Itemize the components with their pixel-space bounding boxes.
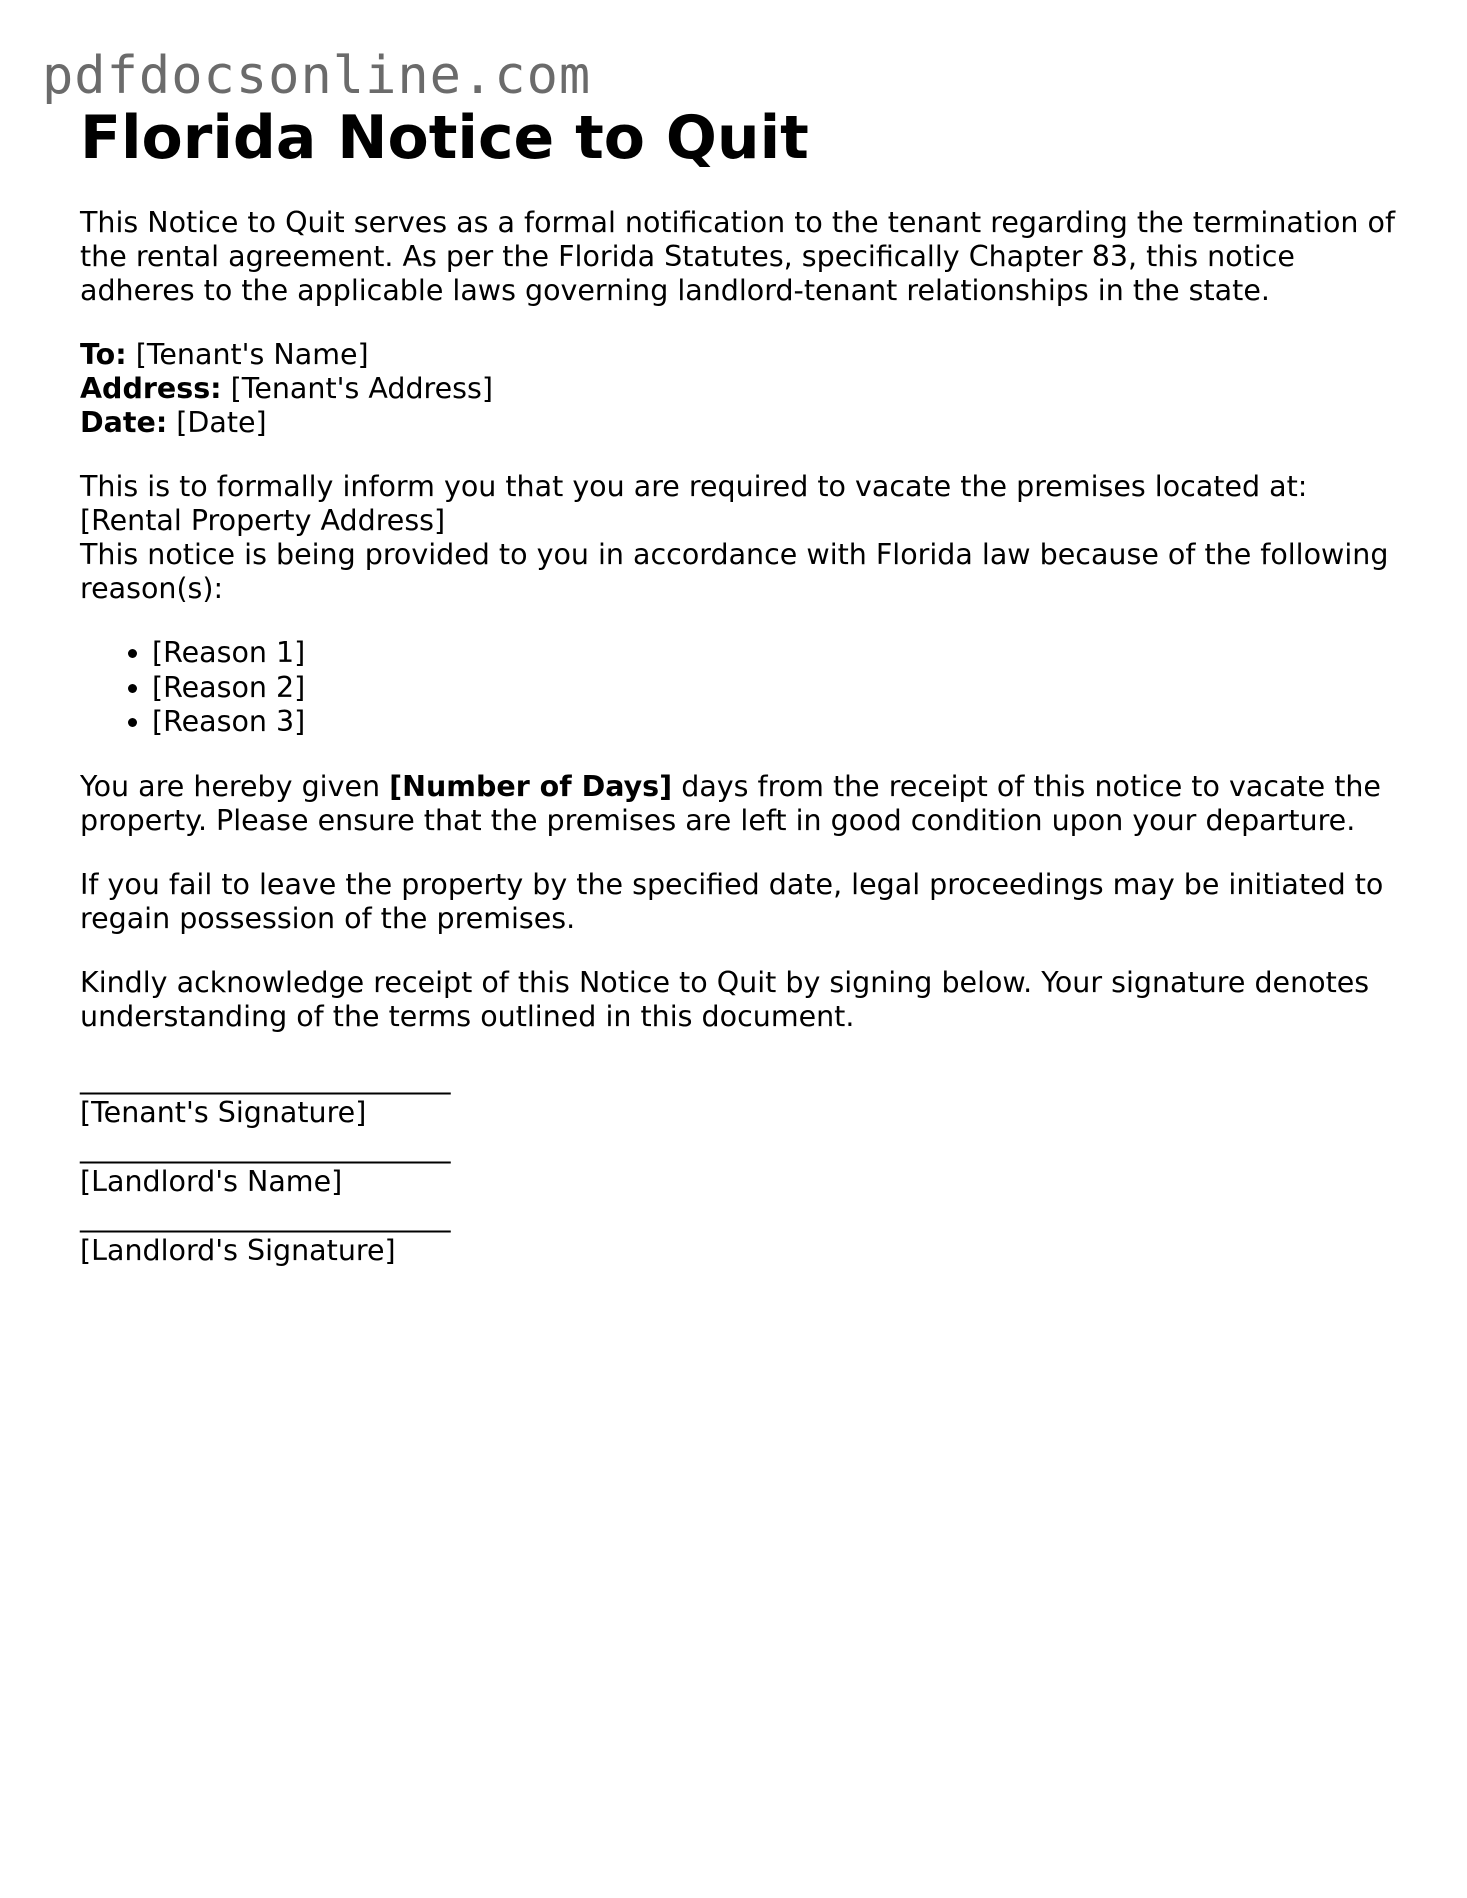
document-title: Florida Notice to Quit xyxy=(80,103,809,173)
days-text-after: days from the receipt of this notice to vacate the property. Please ensure that the premises are left in good condition upon your departure. xyxy=(80,769,1381,837)
list-item: • [Reason 1] xyxy=(152,636,1400,671)
landlord-signature-label: [Landlord's Signature] xyxy=(80,1233,396,1267)
date-value: [Date] xyxy=(167,406,267,439)
watermark-text: pdfdocsonline.com xyxy=(42,46,592,106)
date-line xyxy=(80,406,1400,440)
landlord-name-line: __________________________ xyxy=(80,1130,451,1164)
legal-paragraph: If you fail to leave the property by the specified date, legal proceedings may be initiated to regain possession of the premises. xyxy=(80,867,1384,935)
date-label: Date: xyxy=(80,406,168,439)
address-value: [Tenant's Address] xyxy=(221,372,493,405)
days-paragraph xyxy=(80,770,1400,838)
vacate-block xyxy=(80,470,1400,606)
address-line xyxy=(80,372,1400,406)
landlord-name-label: [Landlord's Name] xyxy=(80,1164,343,1198)
vacate-statement: This is to formally inform you that you are required to vacate the premises located at: xyxy=(80,470,1308,503)
to-label: To: xyxy=(80,338,127,371)
address-label: Address: xyxy=(80,372,222,405)
intro-paragraph: This Notice to Quit serves as a formal notification to the tenant regarding the termination of the rental agreement. As per the Florida Statutes, specifically Chapter 83, this notice adheres to the applicable laws governing landlord-tenant relationships in the state. xyxy=(80,206,1395,307)
tenant-signature-label: [Tenant's Signature] xyxy=(80,1095,367,1129)
landlord-signature-line: __________________________ xyxy=(80,1199,451,1233)
acknowledge-paragraph: Kindly acknowledge receipt of this Notice to Quit by signing below. Your signature denotes understanding of the terms outlined in this document. xyxy=(80,965,1370,1033)
list-item: • [Reason 3] xyxy=(152,705,1400,740)
reason-intro: This notice is being provided to you in accordance with Florida law because of the following reason(s): xyxy=(80,538,1389,605)
property-address: [Rental Property Address] xyxy=(80,504,446,537)
signature-block xyxy=(80,1062,1400,1268)
to-line xyxy=(80,338,1400,372)
document-page xyxy=(80,100,1400,1268)
days-number: [Number of Days] xyxy=(389,769,673,803)
recipient-block xyxy=(80,338,1400,440)
list-item: • [Reason 2] xyxy=(152,671,1400,706)
tenant-signature-line: __________________________ xyxy=(80,1061,451,1095)
to-value: [Tenant's Name] xyxy=(126,338,369,371)
days-text-before: You are hereby given xyxy=(80,769,390,803)
reasons-list xyxy=(80,636,1400,740)
